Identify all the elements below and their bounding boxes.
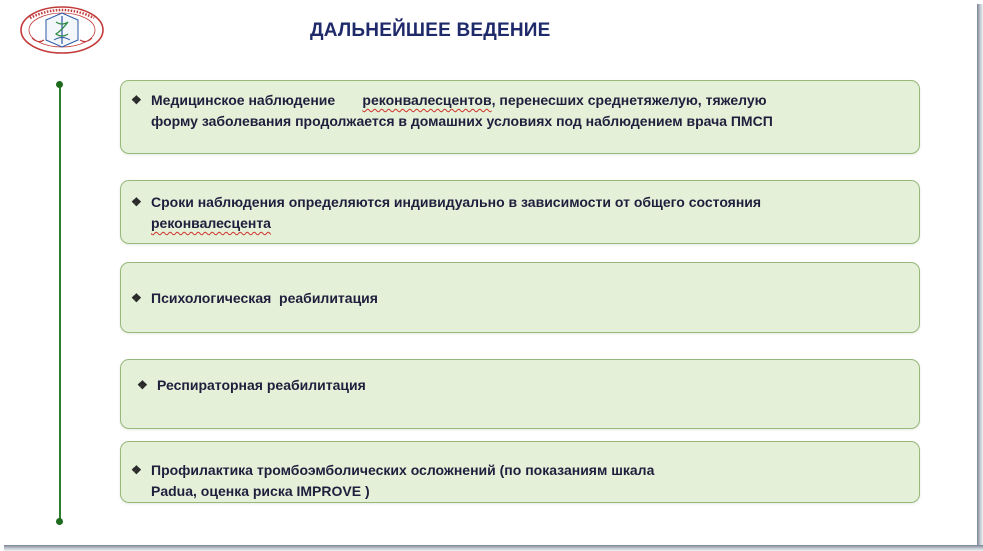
diamond-bullet-icon: ❖ — [131, 291, 142, 305]
item-5-line2: Padua, оценка риска IMPROVE ) — [151, 483, 370, 499]
item-box-respiratory-rehab — [120, 359, 920, 429]
item-text — [137, 375, 893, 396]
diamond-bullet-icon: ❖ — [137, 378, 148, 392]
item-2-spellword: реконвалесцента — [151, 215, 271, 231]
timeline-line — [59, 84, 61, 522]
item-1-part2: , перенесших среднетяжелую, тяжелую — [491, 92, 767, 108]
slide-shadow-right — [977, 4, 983, 549]
diamond-bullet-icon: ❖ — [131, 463, 142, 477]
item-4-line1: Респираторная реабилитация — [157, 377, 366, 393]
item-text — [131, 90, 893, 132]
university-emblem-logo — [18, 4, 106, 56]
item-5-line1: Профилактика тромбоэмболических осложнений (по показаниям шкала — [151, 462, 655, 478]
diamond-bullet-icon: ❖ — [131, 93, 142, 107]
slide-shadow-bottom — [4, 545, 983, 551]
item-box-thromboembolic-prophylaxis — [120, 441, 920, 503]
item-box-observation-period — [120, 180, 920, 244]
item-text — [131, 288, 893, 309]
item-1-line2: форму заболевания продолжается в домашних условиях под наблюдением врача ПМСП — [151, 113, 773, 129]
item-1-spellword: реконвалесцентов — [362, 92, 492, 108]
item-2-line2 — [131, 213, 893, 234]
item-box-home-monitoring — [120, 80, 920, 154]
item-box-psychological-rehab — [120, 262, 920, 333]
item-text — [131, 460, 893, 502]
timeline-start-dot — [56, 81, 63, 88]
diamond-bullet-icon: ❖ — [131, 195, 142, 209]
item-2-line1: Сроки наблюдения определяются индивидуально в зависимости от общего состояния — [151, 194, 762, 210]
item-text — [131, 192, 893, 234]
item-3-line1: Психологическая реабилитация — [151, 290, 378, 306]
item-1-part1: Медицинское наблюдение — [151, 92, 336, 108]
timeline-end-dot — [56, 518, 63, 525]
slide-title: ДАЛЬНЕЙШЕЕ ВЕДЕНИЕ — [310, 20, 551, 41]
